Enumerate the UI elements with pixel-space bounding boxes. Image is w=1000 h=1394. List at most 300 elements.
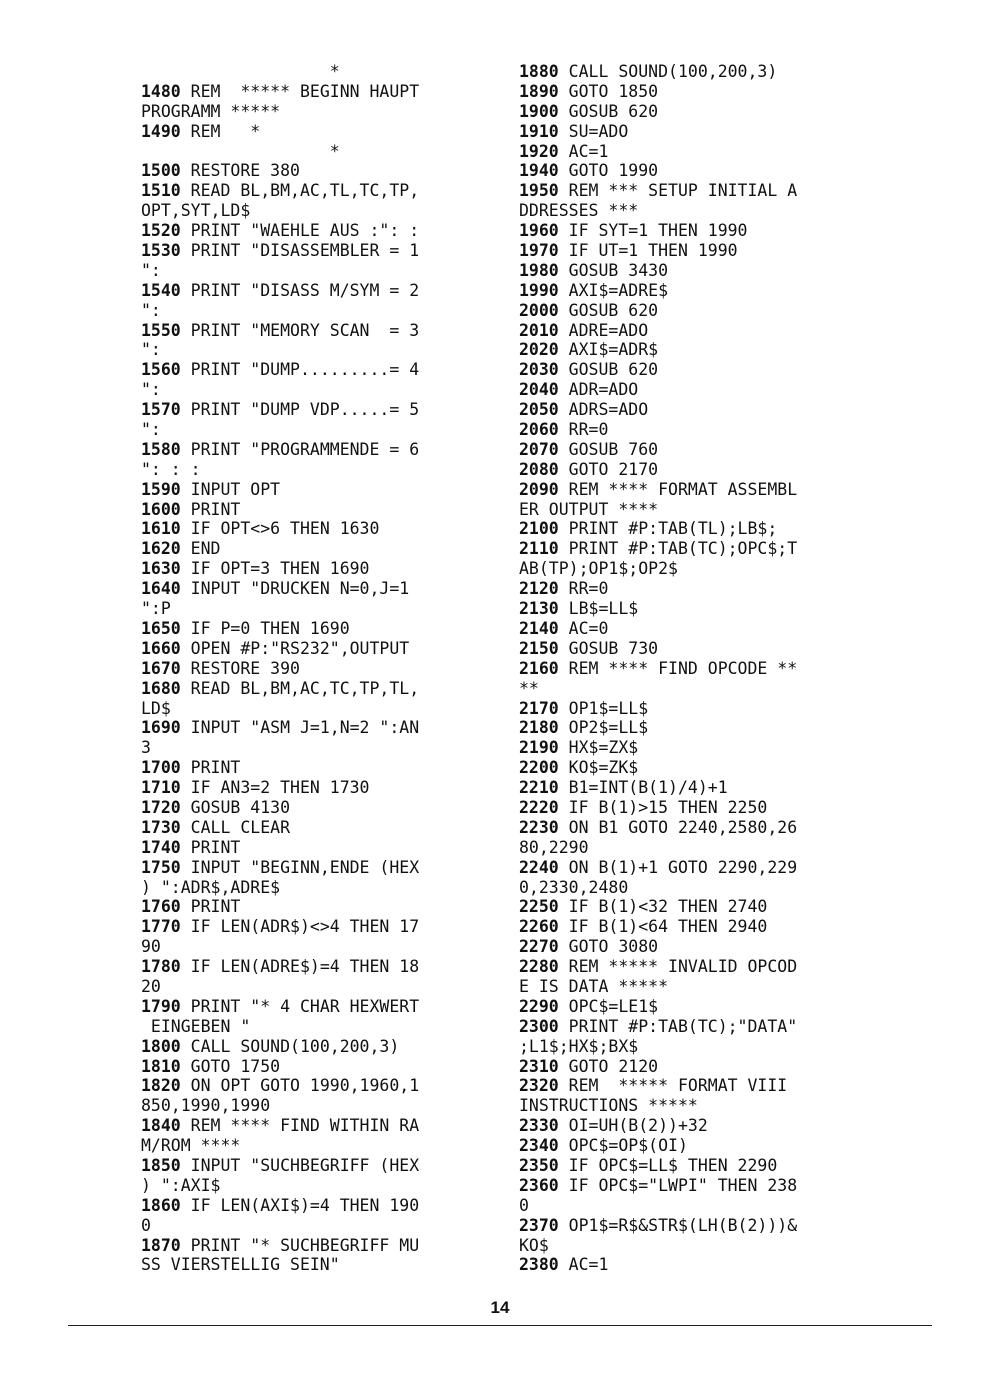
line-number: 2300 xyxy=(519,1016,559,1036)
code-line xyxy=(519,659,864,679)
line-number: 2080 xyxy=(519,459,559,479)
code-line xyxy=(141,818,486,838)
line-number: 2270 xyxy=(519,937,559,957)
code-line xyxy=(519,897,864,917)
line-number: 2220 xyxy=(519,797,559,817)
line-number: 1860 xyxy=(141,1195,181,1215)
line-number: 1850 xyxy=(141,1155,181,1175)
code-line xyxy=(141,321,486,341)
line-number: 2160 xyxy=(519,658,559,678)
line-number: 1570 xyxy=(141,400,181,420)
code-line xyxy=(141,1116,486,1136)
line-code: OP2$=LL$ xyxy=(558,718,649,738)
line-code: KO$ xyxy=(519,1235,549,1255)
line-number: 2110 xyxy=(519,539,559,559)
line-code: REM **** FORMAT ASSEMBL xyxy=(558,479,798,499)
code-line xyxy=(141,1037,486,1057)
code-line xyxy=(519,1057,864,1077)
line-code: IF OPC$=LL$ THEN 2290 xyxy=(558,1155,778,1175)
line-code: RESTORE 380 xyxy=(180,161,300,181)
line-number: 1590 xyxy=(141,479,181,499)
code-line xyxy=(519,957,864,977)
code-line xyxy=(519,142,864,162)
line-code: INSTRUCTIONS ***** xyxy=(519,1096,698,1116)
code-line xyxy=(519,838,864,858)
code-line xyxy=(519,1096,864,1116)
code-line xyxy=(519,201,864,221)
line-code: ": xyxy=(141,260,161,280)
code-line xyxy=(141,579,486,599)
code-line xyxy=(519,1236,864,1256)
code-line xyxy=(141,639,486,659)
code-line xyxy=(519,559,864,579)
line-code: IF AN3=2 THEN 1730 xyxy=(180,778,370,798)
line-code: REM * xyxy=(180,121,261,141)
line-code: PRINT "DISASS M/SYM = 2 xyxy=(180,280,420,300)
code-line xyxy=(519,679,864,699)
code-line xyxy=(141,500,486,520)
line-code: GOSUB 620 xyxy=(558,300,659,320)
line-code: E IS DATA ***** xyxy=(519,976,669,996)
line-number: 1710 xyxy=(141,778,181,798)
code-line xyxy=(519,997,864,1017)
line-number: 1780 xyxy=(141,957,181,977)
code-line xyxy=(519,82,864,102)
code-line xyxy=(519,539,864,559)
code-line xyxy=(519,579,864,599)
line-number: 2130 xyxy=(519,599,559,619)
line-code: * xyxy=(141,62,340,81)
code-line xyxy=(519,1176,864,1196)
code-line xyxy=(519,778,864,798)
line-number: 1900 xyxy=(519,101,559,121)
line-code: AC=1 xyxy=(558,141,609,161)
code-line xyxy=(519,241,864,261)
line-number: 1560 xyxy=(141,360,181,380)
line-code: CALL CLEAR xyxy=(180,817,291,837)
code-line xyxy=(141,539,486,559)
line-number: 1530 xyxy=(141,241,181,261)
line-number: 1870 xyxy=(141,1235,181,1255)
line-number: 1680 xyxy=(141,678,181,698)
code-line xyxy=(519,321,864,341)
line-code: READ BL,BM,AC,TC,TP,TL, xyxy=(180,678,420,698)
line-code: IF OPT=3 THEN 1690 xyxy=(180,559,370,579)
line-code: DDRESSES *** xyxy=(519,201,639,221)
code-line xyxy=(519,1255,864,1275)
line-code: ADR=ADO xyxy=(558,380,639,400)
line-code: PRINT #P:TAB(TL);LB$; xyxy=(558,519,778,539)
line-code: PRINT "DUMP.........= 4 xyxy=(180,360,420,380)
line-code: IF UT=1 THEN 1990 xyxy=(558,241,738,261)
line-number: 2350 xyxy=(519,1155,559,1175)
line-code: GOSUB 3430 xyxy=(558,260,669,280)
line-number: 2000 xyxy=(519,300,559,320)
line-number: 2030 xyxy=(519,360,559,380)
line-code: IF P=0 THEN 1690 xyxy=(180,618,350,638)
line-number: 1580 xyxy=(141,439,181,459)
line-code: IF B(1)<32 THEN 2740 xyxy=(558,897,768,917)
line-code: OPC$=OP$(OI) xyxy=(558,1136,688,1156)
line-number: 1760 xyxy=(141,897,181,917)
line-code: GOTO 1750 xyxy=(180,1056,281,1076)
line-code: GOTO 2120 xyxy=(558,1056,659,1076)
line-code: M/ROM **** xyxy=(141,1136,241,1156)
page-number: 14 xyxy=(490,1298,510,1317)
line-number: 1920 xyxy=(519,141,559,161)
line-code: ;L1$;HX$;BX$ xyxy=(519,1036,639,1056)
code-line xyxy=(519,699,864,719)
line-code: 0,2330,2480 xyxy=(519,877,629,897)
code-line xyxy=(141,102,486,122)
line-code: ": xyxy=(141,420,161,440)
code-line xyxy=(141,897,486,917)
code-line xyxy=(141,122,486,142)
line-number: 2330 xyxy=(519,1116,559,1136)
line-code: READ BL,BM,AC,TL,TC,TP, xyxy=(180,181,420,201)
code-line xyxy=(519,122,864,142)
line-code: OP1$=LL$ xyxy=(558,698,649,718)
line-number: 2010 xyxy=(519,320,559,340)
line-code: ADRE=ADO xyxy=(558,320,649,340)
code-line xyxy=(519,619,864,639)
line-code: AC=0 xyxy=(558,618,609,638)
line-code: IF OPT<>6 THEN 1630 xyxy=(180,519,380,539)
code-line xyxy=(141,758,486,778)
code-line xyxy=(519,420,864,440)
code-line xyxy=(141,1156,486,1176)
line-code: CALL SOUND(100,200,3) xyxy=(180,1036,400,1056)
line-code: PRINT "* SUCHBEGRIFF MU xyxy=(180,1235,420,1255)
listing-right-column xyxy=(519,62,864,1275)
line-code: B1=INT(B(1)/4)+1 xyxy=(558,778,728,798)
code-line xyxy=(141,221,486,241)
line-code: OP1$=R$&STR$(LH(B(2)))& xyxy=(558,1215,798,1235)
code-line xyxy=(141,738,486,758)
code-line xyxy=(141,1216,486,1236)
line-code: GOSUB 620 xyxy=(558,360,659,380)
line-number: 1970 xyxy=(519,241,559,261)
line-number: 1500 xyxy=(141,161,181,181)
line-code: SS VIERSTELLIG SEIN" xyxy=(141,1255,340,1275)
line-code: PRINT "* 4 CHAR HEXWERT xyxy=(180,996,420,1016)
line-code: IF LEN(ADRE$)=4 THEN 18 xyxy=(180,957,420,977)
code-line xyxy=(141,1096,486,1116)
code-line xyxy=(141,858,486,878)
line-code: HX$=ZX$ xyxy=(558,738,639,758)
line-number: 1960 xyxy=(519,221,559,241)
line-code: REM ***** BEGINN HAUPT xyxy=(180,81,420,101)
line-code: ": : : xyxy=(141,459,201,479)
code-line xyxy=(519,102,864,122)
line-number: 2100 xyxy=(519,519,559,539)
code-line xyxy=(141,62,486,82)
line-number: 1480 xyxy=(141,81,181,101)
code-line xyxy=(141,201,486,221)
line-code: ADRS=ADO xyxy=(558,400,649,420)
code-line xyxy=(519,440,864,460)
code-line xyxy=(519,281,864,301)
code-line xyxy=(519,937,864,957)
line-code: IF LEN(AXI$)=4 THEN 190 xyxy=(180,1195,420,1215)
code-line xyxy=(141,1057,486,1077)
code-line xyxy=(141,838,486,858)
code-line xyxy=(519,161,864,181)
line-number: 1810 xyxy=(141,1056,181,1076)
line-code: 0 xyxy=(519,1195,529,1215)
line-code: REM **** FIND OPCODE ** xyxy=(558,658,798,678)
line-number: 1700 xyxy=(141,758,181,778)
line-code: ) ":AXI$ xyxy=(141,1175,221,1195)
line-number: 1630 xyxy=(141,559,181,579)
code-line xyxy=(141,1196,486,1216)
code-line xyxy=(519,400,864,420)
code-line xyxy=(141,977,486,997)
line-code: LB$=LL$ xyxy=(558,599,639,619)
line-number: 2310 xyxy=(519,1056,559,1076)
code-line xyxy=(141,778,486,798)
code-line xyxy=(141,241,486,261)
code-line xyxy=(141,878,486,898)
code-line xyxy=(141,1176,486,1196)
line-code: * xyxy=(141,141,340,161)
code-line xyxy=(519,500,864,520)
line-number: 1660 xyxy=(141,638,181,658)
code-line xyxy=(519,599,864,619)
line-code: GOSUB 4130 xyxy=(180,797,291,817)
line-code: GOTO 3080 xyxy=(558,937,659,957)
code-line xyxy=(141,281,486,301)
code-line xyxy=(141,480,486,500)
code-line xyxy=(519,818,864,838)
line-number: 1770 xyxy=(141,917,181,937)
code-line xyxy=(519,718,864,738)
line-code: LD$ xyxy=(141,698,171,718)
code-line xyxy=(519,221,864,241)
line-code: KO$=ZK$ xyxy=(558,758,639,778)
code-line xyxy=(141,161,486,181)
code-line xyxy=(141,917,486,937)
line-number: 2370 xyxy=(519,1215,559,1235)
line-code: ** xyxy=(519,678,539,698)
line-code: ": xyxy=(141,340,161,360)
line-number: 2210 xyxy=(519,778,559,798)
code-line xyxy=(519,639,864,659)
line-code: INPUT "SUCHBEGRIFF (HEX xyxy=(180,1155,420,1175)
code-line xyxy=(141,380,486,400)
line-code: GOSUB 620 xyxy=(558,101,659,121)
code-line xyxy=(519,1037,864,1057)
code-line xyxy=(519,1196,864,1216)
code-line xyxy=(141,360,486,380)
line-number: 2290 xyxy=(519,996,559,1016)
line-number: 2250 xyxy=(519,897,559,917)
code-line xyxy=(141,420,486,440)
code-line xyxy=(141,798,486,818)
line-code: AXI$=ADR$ xyxy=(558,340,659,360)
line-number: 2150 xyxy=(519,638,559,658)
line-number: 1840 xyxy=(141,1116,181,1136)
line-code: OI=UH(B(2))+32 xyxy=(558,1116,708,1136)
line-number: 1950 xyxy=(519,181,559,201)
code-line xyxy=(141,718,486,738)
code-line xyxy=(141,599,486,619)
line-number: 2280 xyxy=(519,957,559,977)
line-code: 20 xyxy=(141,976,161,996)
line-code: PRINT xyxy=(180,837,241,857)
code-line xyxy=(519,738,864,758)
line-number: 1990 xyxy=(519,280,559,300)
line-code: PRINT "DUMP VDP.....= 5 xyxy=(180,400,420,420)
code-line xyxy=(519,360,864,380)
line-code: PRINT xyxy=(180,758,241,778)
line-code: REM ***** FORMAT VIII xyxy=(558,1076,788,1096)
line-code: IF SYT=1 THEN 1990 xyxy=(558,221,748,241)
line-code: INPUT "BEGINN,ENDE (HEX xyxy=(180,857,420,877)
line-code: END xyxy=(180,539,221,559)
line-code: GOTO 1850 xyxy=(558,81,659,101)
line-number: 2320 xyxy=(519,1076,559,1096)
line-number: 1620 xyxy=(141,539,181,559)
code-line xyxy=(519,1156,864,1176)
line-number: 2120 xyxy=(519,579,559,599)
line-code: GOTO 2170 xyxy=(558,459,659,479)
line-code: PROGRAMM ***** xyxy=(141,101,281,121)
line-code: PRINT "WAEHLE AUS :": : xyxy=(180,221,420,241)
line-code: INPUT OPT xyxy=(180,479,281,499)
line-number: 1510 xyxy=(141,181,181,201)
code-line xyxy=(519,261,864,281)
line-number: 1690 xyxy=(141,718,181,738)
line-code: PRINT "DISASSEMBLER = 1 xyxy=(180,241,420,261)
code-line xyxy=(141,519,486,539)
line-number: 2380 xyxy=(519,1255,559,1275)
line-code: IF LEN(ADR$)<>4 THEN 17 xyxy=(180,917,420,937)
code-line xyxy=(519,1116,864,1136)
line-code: ON OPT GOTO 1990,1960,1 xyxy=(180,1076,420,1096)
line-number: 2180 xyxy=(519,718,559,738)
line-number: 2050 xyxy=(519,400,559,420)
line-code: RR=0 xyxy=(558,420,609,440)
line-number: 1610 xyxy=(141,519,181,539)
line-code: ": xyxy=(141,300,161,320)
line-code: RESTORE 390 xyxy=(180,658,300,678)
line-code: OPEN #P:"RS232",OUTPUT xyxy=(180,638,410,658)
code-line xyxy=(519,340,864,360)
line-code: GOSUB 730 xyxy=(558,638,659,658)
code-line xyxy=(141,659,486,679)
line-code: PRINT #P:TAB(TC);OPC$;T xyxy=(558,539,798,559)
line-number: 1650 xyxy=(141,618,181,638)
line-number: 1820 xyxy=(141,1076,181,1096)
footer-rule xyxy=(68,1325,932,1326)
code-line xyxy=(141,460,486,480)
code-line xyxy=(141,619,486,639)
code-line xyxy=(519,758,864,778)
line-code: AB(TP);OP1$;OP2$ xyxy=(519,559,678,579)
line-number: 2360 xyxy=(519,1175,559,1195)
line-number: 1540 xyxy=(141,280,181,300)
line-code: PRINT xyxy=(180,897,241,917)
line-code: REM ***** INVALID OPCOD xyxy=(558,957,798,977)
line-number: 1670 xyxy=(141,658,181,678)
code-line xyxy=(519,519,864,539)
code-line xyxy=(519,917,864,937)
code-line xyxy=(141,440,486,460)
line-code: REM *** SETUP INITIAL A xyxy=(558,181,798,201)
code-line xyxy=(141,142,486,162)
line-code: ER OUTPUT **** xyxy=(519,499,659,519)
line-code: REM **** FIND WITHIN RA xyxy=(180,1116,420,1136)
code-line xyxy=(141,559,486,579)
code-line xyxy=(141,1136,486,1156)
line-code: OPC$=LE1$ xyxy=(558,996,659,1016)
line-code: PRINT #P:TAB(TC);"DATA" xyxy=(558,1016,798,1036)
code-line xyxy=(141,400,486,420)
code-line xyxy=(141,82,486,102)
code-line xyxy=(519,380,864,400)
line-number: 1980 xyxy=(519,260,559,280)
code-line xyxy=(141,261,486,281)
code-line xyxy=(519,798,864,818)
line-number: 1880 xyxy=(519,62,559,81)
code-line xyxy=(519,1017,864,1037)
code-line xyxy=(519,480,864,500)
line-number: 2140 xyxy=(519,618,559,638)
line-number: 1600 xyxy=(141,499,181,519)
line-number: 2040 xyxy=(519,380,559,400)
line-code: ) ":ADR$,ADRE$ xyxy=(141,877,281,897)
code-line xyxy=(141,679,486,699)
line-number: 2090 xyxy=(519,479,559,499)
code-line xyxy=(519,1136,864,1156)
code-line xyxy=(141,301,486,321)
code-line xyxy=(141,181,486,201)
line-number: 2230 xyxy=(519,817,559,837)
code-line xyxy=(519,977,864,997)
line-code: ON B1 GOTO 2240,2580,26 xyxy=(558,817,798,837)
line-code: INPUT "DRUCKEN N=0,J=1 xyxy=(180,579,410,599)
line-number: 1940 xyxy=(519,161,559,181)
line-code: 3 xyxy=(141,738,151,758)
line-number: 1910 xyxy=(519,121,559,141)
code-line xyxy=(519,878,864,898)
line-code: ": xyxy=(141,380,161,400)
line-code: CALL SOUND(100,200,3) xyxy=(558,62,778,81)
line-number: 2070 xyxy=(519,439,559,459)
code-line xyxy=(141,997,486,1017)
line-code: 0 xyxy=(141,1215,151,1235)
code-line xyxy=(519,1216,864,1236)
code-line xyxy=(141,1017,486,1037)
code-line xyxy=(141,699,486,719)
line-code: SU=ADO xyxy=(558,121,629,141)
line-code: ON B(1)+1 GOTO 2290,229 xyxy=(558,857,798,877)
line-number: 1730 xyxy=(141,817,181,837)
line-code: INPUT "ASM J=1,N=2 ":AN xyxy=(180,718,420,738)
line-code: AC=1 xyxy=(558,1255,609,1275)
line-code: IF B(1)>15 THEN 2250 xyxy=(558,797,768,817)
line-number: 1640 xyxy=(141,579,181,599)
code-line xyxy=(141,1076,486,1096)
line-code: PRINT "MEMORY SCAN = 3 xyxy=(180,320,420,340)
line-number: 2020 xyxy=(519,340,559,360)
line-code: IF OPC$="LWPI" THEN 238 xyxy=(558,1175,798,1195)
code-line xyxy=(141,1255,486,1275)
line-number: 1750 xyxy=(141,857,181,877)
code-line xyxy=(141,1236,486,1256)
code-line xyxy=(519,301,864,321)
